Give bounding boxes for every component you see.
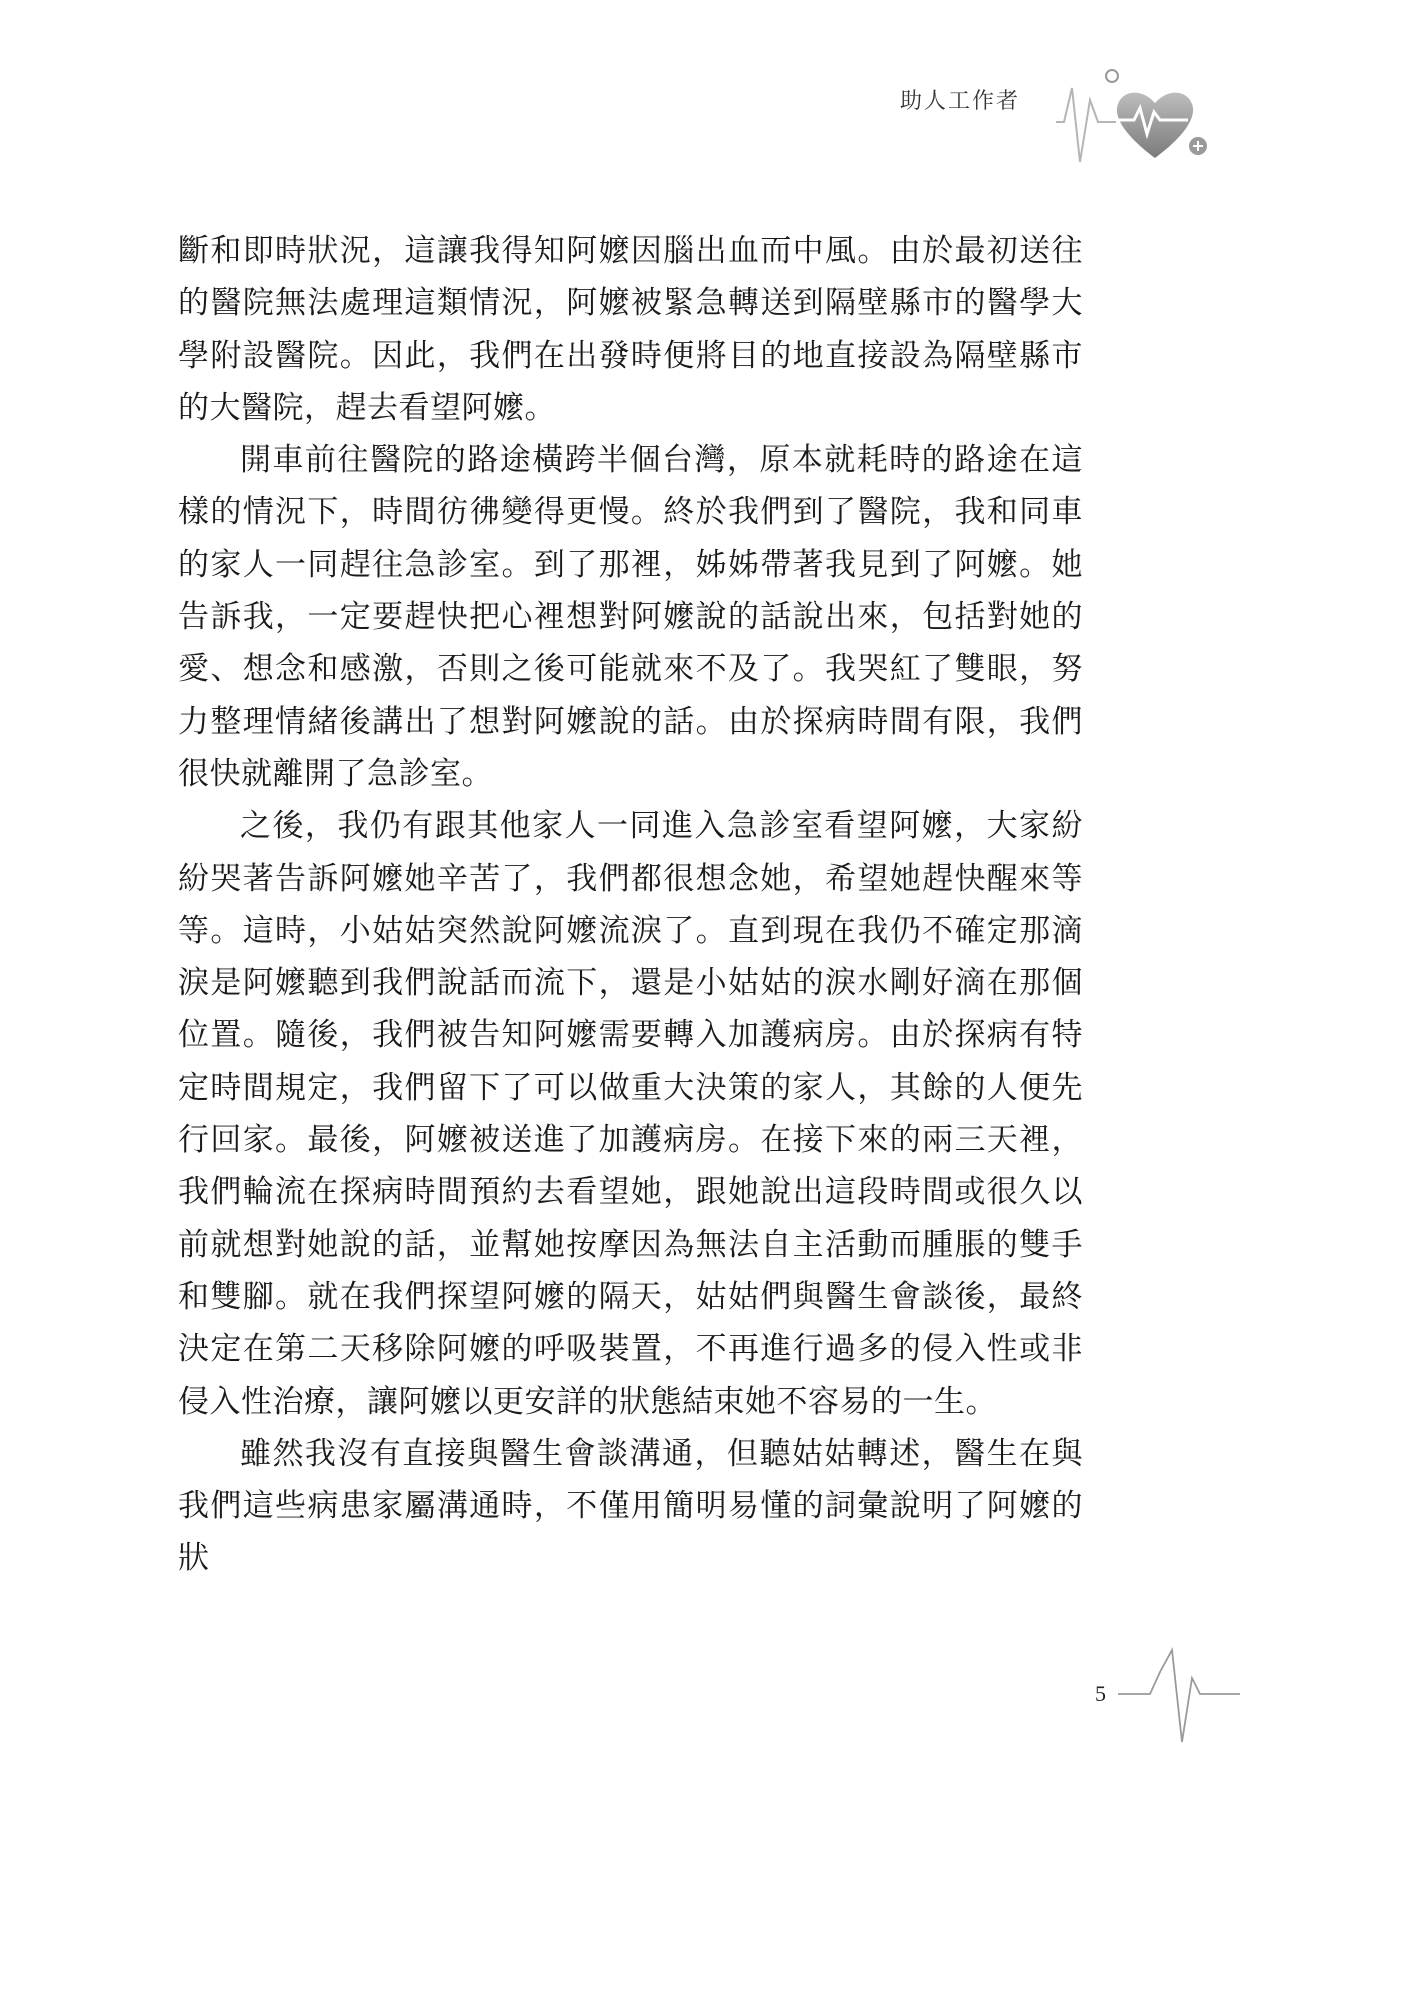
paragraph: 雖然我沒有直接與醫生會談溝通，但聽姑姑轉述，醫生在與我們這些病患家屬溝通時，不僅用簡明易懂的詞彙說明了阿嬤的狀	[178, 1435, 1083, 1577]
page-number: 5	[1095, 1681, 1106, 1706]
paragraph: 斷和即時狀況，這讓我得知阿嬤因腦出血而中風。由於最初送往的醫院無法處理這類情況，阿嬤被緊急轉送到隔壁縣市的醫學大學附設醫院。因此，我們在出發時便將目的地直接設為隔壁縣市的大醫院，趕去看望阿嬤。	[178, 233, 1083, 426]
footer-pulse-line	[1118, 1650, 1240, 1742]
paragraph: 開車前往醫院的路途橫跨半個台灣，原本就耗時的路途在這樣的情況下，時間彷彿變得更慢。終於我們到了醫院，我和同車的家人一同趕往急診室。到了那裡，姊姊帶著我見到了阿嬤。她告訴我，一定要趕快把心裡想對阿嬤說的話說出來，包括對她的愛、想念和感激，否則之後可能就來不及了。我哭紅了雙眼，努力整理情緒後講出了想對阿嬤說的話。由於探病時間有限，我們很快就離開了急診室。	[178, 442, 1083, 792]
running-title: 助人工作者	[900, 89, 1021, 114]
paragraph: 之後，我仍有跟其他家人一同進入急診室看望阿嬤，大家紛紛哭著告訴阿嬤她辛苦了，我們都很想念她，希望她趕快醒來等等。這時，小姑姑突然說阿嬤流淚了。直到現在我仍不確定那滴淚是阿嬤聽到我們說話而流下，還是小姑姑的淚水剛好滴在那個位置。隨後，我們被告知阿嬤需要轉入加護病房。由於探病有特定時間規定，我們留下了可以做重大決策的家人，其餘的人便先行回家。最後，阿嬤被送進了加護病房。在接下來的兩三天裡，我們輪流在探病時間預約去看望她，跟她說出這段時間或很久以前就想對她說的話，並幫她按摩因為無法自主活動而腫脹的雙手和雙腳。就在我們探望阿嬤的隔天，姑姑們與醫生會談後，最終決定在第二天移除阿嬤的呼吸裝置，不再進行過多的侵入性或非侵入性治療，讓阿嬤以更安詳的狀態結束她不容易的一生。	[178, 808, 1083, 1420]
